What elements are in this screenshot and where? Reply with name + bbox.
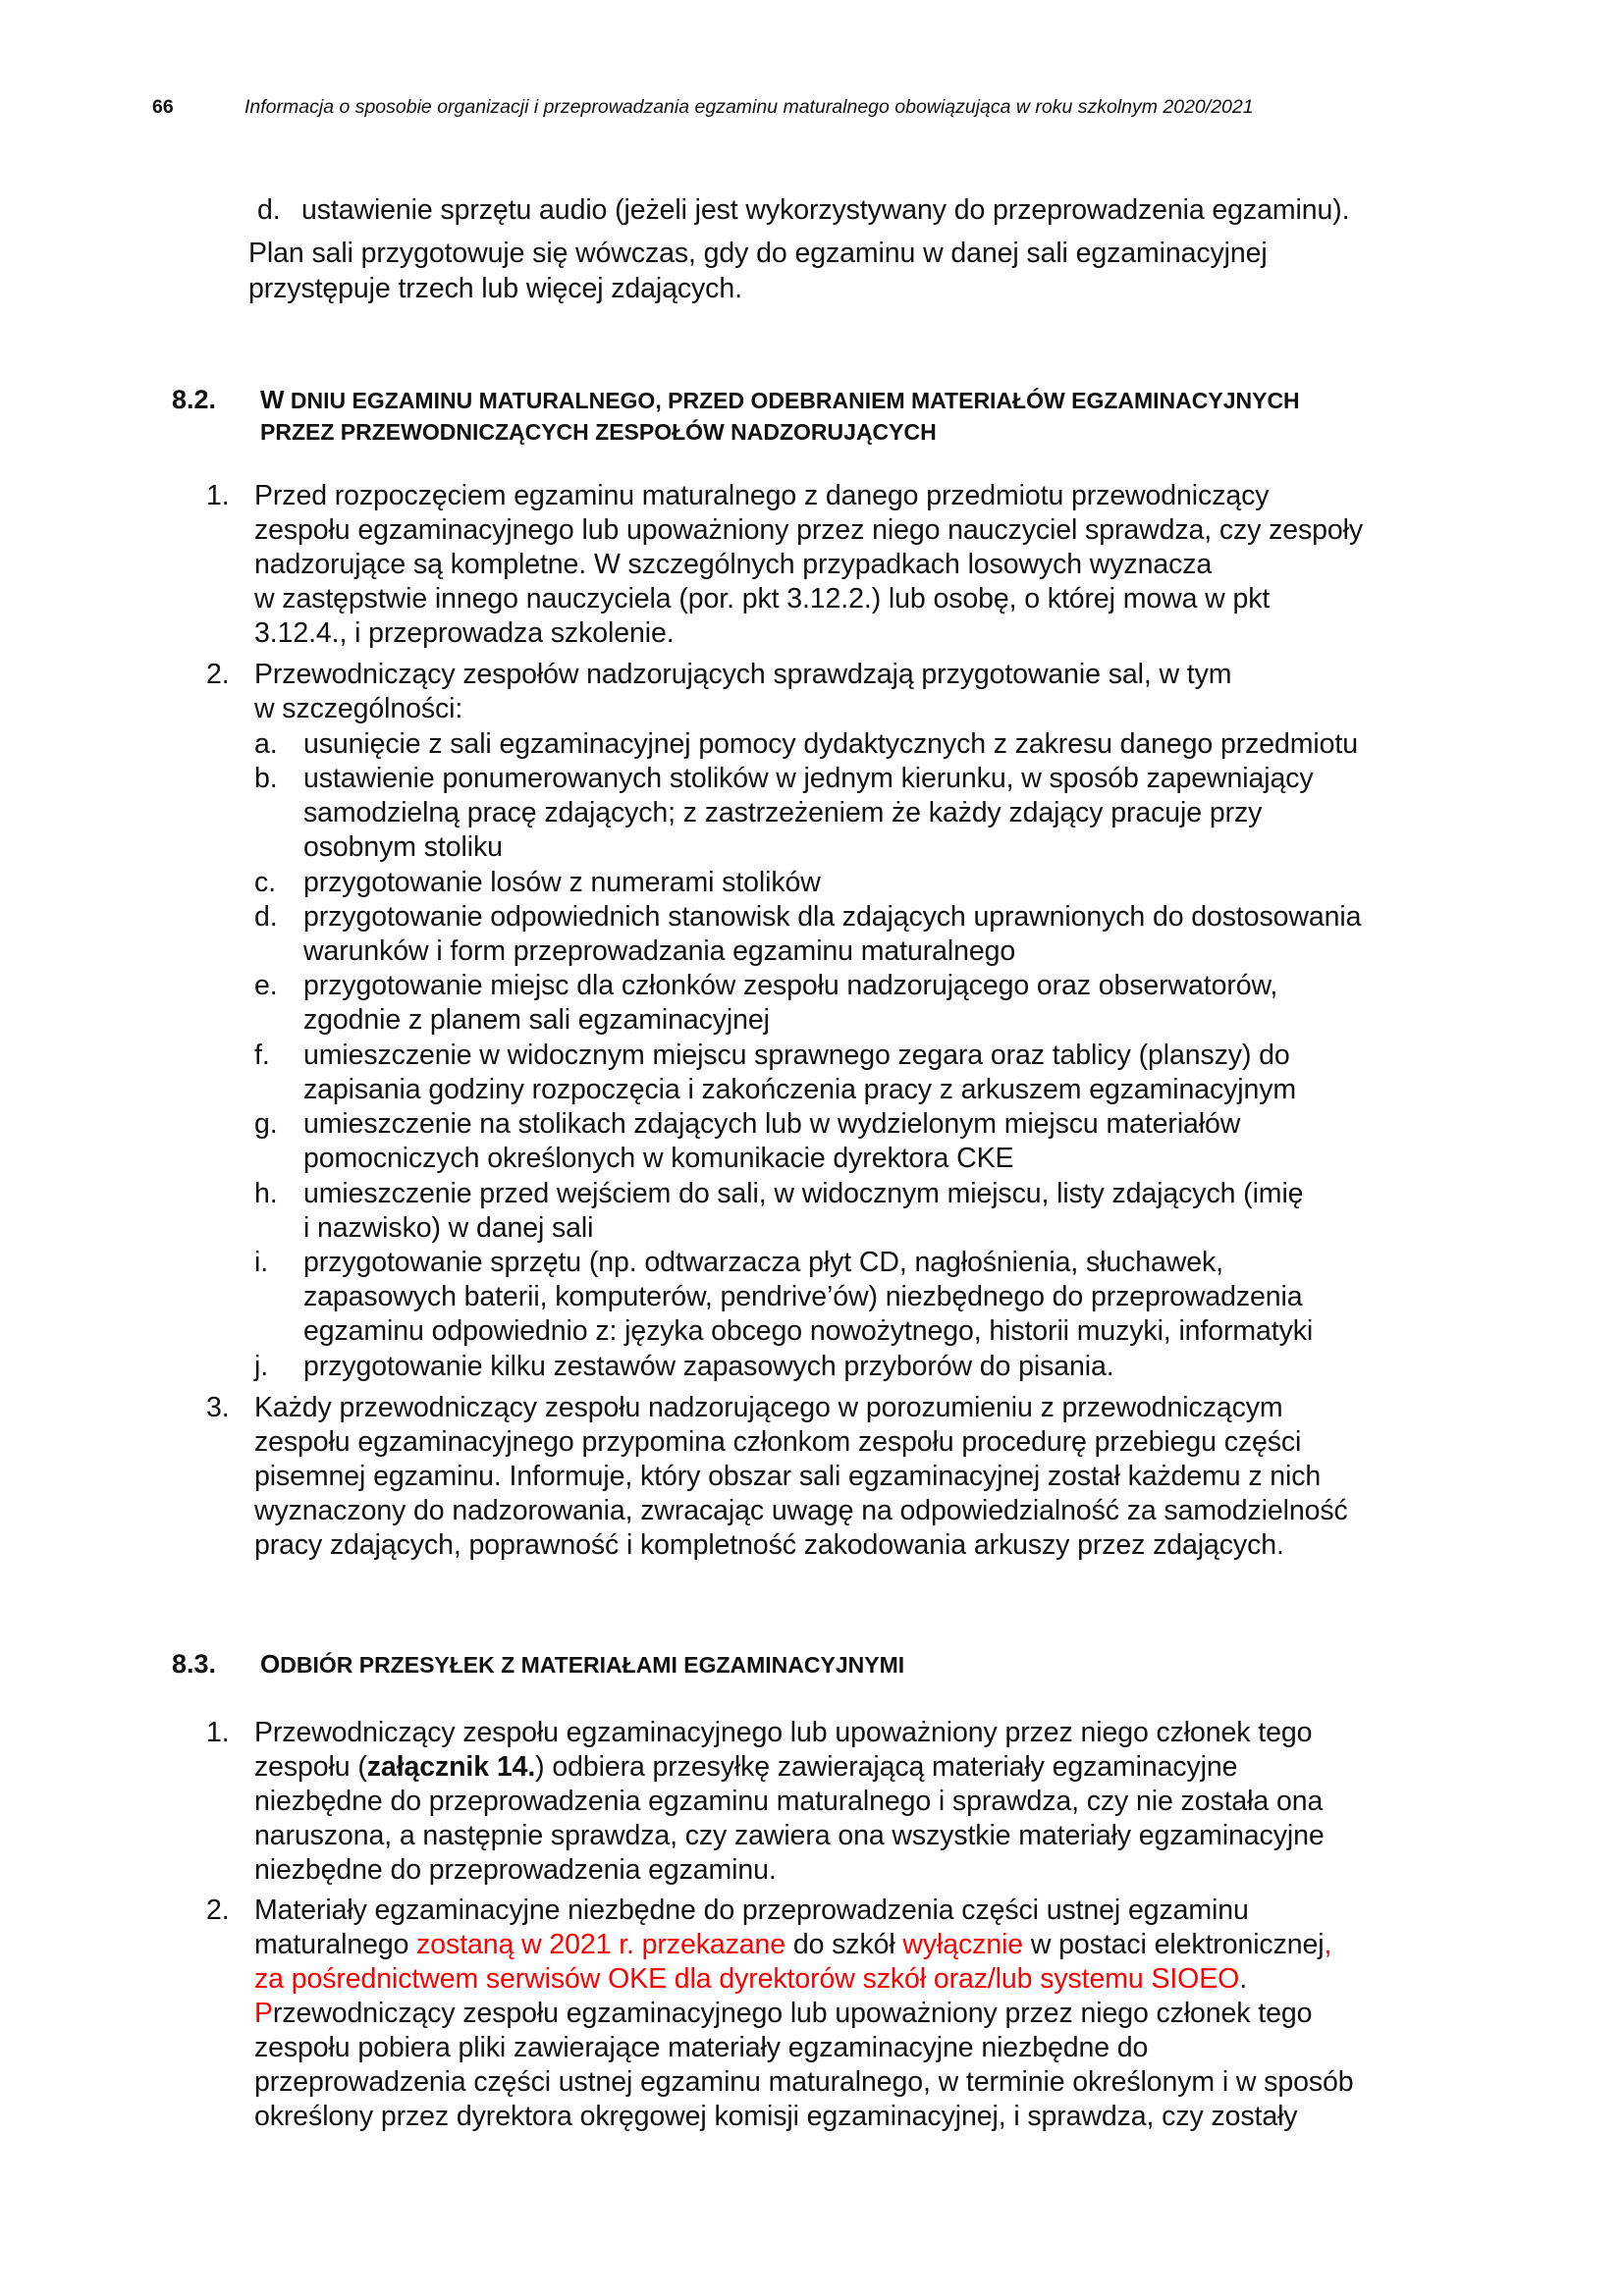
list-item-line: nadzorujące są kompletne. W szczególnych przypadkach losowych wyznacza <box>254 549 1213 580</box>
list-item-line: niezbędne do przeprowadzenia egzaminu. <box>254 1854 777 1886</box>
sublist-marker: b. <box>254 763 278 794</box>
list-item-line: pisemnej egzaminu. Informuje, który obszar sali egzaminacyjnej został każdemu z nich <box>254 1461 1322 1492</box>
sublist-marker: f. <box>254 1040 270 1071</box>
list-marker: 3. <box>206 1392 230 1423</box>
list-item-line: Przed rozpoczęciem egzaminu maturalnego z danego przedmiotu przewodniczący <box>254 480 1270 511</box>
sublist-marker: g. <box>254 1108 278 1140</box>
title-rest: DNIU EGZAMINU MATURALNEGO, PRZED ODEBRANIEM MATERIAŁÓW EGZAMINACYJNYCH <box>284 388 1300 413</box>
sublist-item-line: usunięcie z sali egzaminacyjnej pomocy dydaktycznych z zakresu danego przedmiotu <box>303 728 1358 760</box>
sublist-item-line: osobnym stoliku <box>303 831 503 863</box>
sublist-item-line: pomocniczych określonych w komunikacie dyrektora CKE <box>303 1143 1014 1174</box>
sublist-marker: c. <box>254 867 276 898</box>
sublist-item-line: przygotowanie odpowiednich stanowisk dla zdających uprawnionych do dostosowania <box>303 901 1362 933</box>
list-item-line: zespołu egzaminacyjnego przypomina członkom zespołu procedurę przebiegu części <box>254 1426 1302 1458</box>
highlighted-text: P <box>254 1998 273 2029</box>
list-item-line: Przewodniczący zespołu egzaminacyjnego lub upoważniony przez niego członek tego <box>254 1717 1313 1748</box>
list-item-line: zespołu egzaminacyjnego lub upoważniony przez niego nauczyciel sprawdza, czy zespoły <box>254 514 1364 546</box>
intro-plan-line-1: Plan sali przygotowuje się wówczas, gdy do egzaminu w danej sali egzaminacyjnej <box>248 238 1268 269</box>
list-item-line: Przewodniczący zespołów nadzorujących sprawdzają przygotowanie sal, w tym <box>254 659 1232 690</box>
text-run: rzewodniczący zespołu egzaminacyjnego lub upoważniony przez niego członek tego <box>272 1998 1313 2029</box>
sublist-item-line: przygotowanie losów z numerami stolików <box>303 867 821 898</box>
intro-plan-line-2: przystępuje trzech lub więcej zdających. <box>248 273 742 304</box>
list-item-line <box>254 1928 1331 1963</box>
sublist-item-line: przygotowanie sprzętu (np. odtwarzacza płyt CD, nagłośnienia, słuchawek, <box>303 1247 1223 1278</box>
text-run: maturalnego <box>254 1929 417 1960</box>
list-item-line: Każdy przewodniczący zespołu nadzorującego w porozumieniu z przewodniczącym <box>254 1392 1283 1423</box>
text-run: ) odbiera przesyłkę zawierającą materiały egzaminacyjne <box>535 1751 1238 1783</box>
sublist-item-line: i nazwisko) w danej sali <box>303 1212 594 1244</box>
page-number: 66 <box>152 96 174 118</box>
sublist-marker: h. <box>254 1178 278 1209</box>
highlighted-text: , <box>1324 1929 1332 1960</box>
list-marker: 1. <box>206 1717 230 1748</box>
list-item-line: niezbędne do przeprowadzenia egzaminu maturalnego i sprawdza, czy nie została ona <box>254 1786 1324 1817</box>
section-title-line-2: PRZEZ PRZEWODNICZĄCYCH ZESPOŁÓW NADZORUJĄCYCH <box>260 419 937 445</box>
highlighted-text: wyłącznie <box>902 1929 1024 1960</box>
text-run: do szkół <box>785 1929 903 1960</box>
title-initial: W <box>260 385 285 414</box>
text-run: . <box>1239 1963 1248 1995</box>
sublist-marker: i. <box>254 1247 269 1278</box>
sublist-item-line: umieszczenie w widocznym miejscu sprawnego zegara oraz tablicy (planszy) do <box>303 1040 1290 1071</box>
sublist-item-line: ustawienie ponumerowanych stolików w jednym kierunku, w sposób zapewniający <box>303 763 1314 794</box>
title-initial: O <box>260 1649 281 1679</box>
section-title <box>260 1649 904 1680</box>
text-run: w postaci elektronicznej <box>1023 1929 1325 1960</box>
list-item-line: wyznaczony do nadzorowania, zwracając uwagę na odpowiedzialność za samodzielność <box>254 1495 1348 1526</box>
list-item-line: zespołu pobiera pliki zawierające materiały egzaminacyjne niezbędne do <box>254 2032 1149 2063</box>
sublist-item-line: samodzielną pracę zdających; z zastrzeżeniem że każdy zdający pracuje przy <box>303 797 1263 828</box>
running-title: Informacja o sposobie organizacji i przeprowadzania egzaminu maturalnego obowiązująca w roku szkolnym 2020/2021 <box>244 96 1254 118</box>
list-item-line <box>254 1962 1247 1998</box>
title-rest: DBIÓR PRZESYŁEK Z MATERIAŁAMI EGZAMINACYJNYMI <box>280 1652 905 1678</box>
section-number: 8.3. <box>172 1649 217 1679</box>
sublist-item-line: umieszczenie przed wejściem do sali, w widocznym miejscu, listy zdających (imię <box>303 1178 1304 1209</box>
intro-item-d-text: ustawienie sprzętu audio (jeżeli jest wykorzystywany do przeprowadzenia egzaminu). <box>301 194 1350 226</box>
list-marker: 1. <box>206 480 230 511</box>
sublist-marker: d. <box>254 901 278 933</box>
highlighted-text: zostaną w 2021 r. przekazane <box>416 1929 786 1960</box>
sublist-item-line: umieszczenie na stolikach zdających lub w wydzielonym miejscu materiałów <box>303 1108 1241 1140</box>
list-item-line: Materiały egzaminacyjne niezbędne do przeprowadzenia części ustnej egzaminu <box>254 1895 1249 1926</box>
list-item-line <box>254 1997 1312 2032</box>
list-item-line: naruszona, a następnie sprawdza, czy zawiera ona wszystkie materiały egzaminacyjne <box>254 1820 1325 1851</box>
sublist-item-line: zapasowych baterii, komputerów, pendrive’ów) niezbędnego do przeprowadzenia <box>303 1281 1303 1312</box>
page-header <box>152 96 1477 119</box>
sublist-marker: j. <box>254 1351 269 1382</box>
sublist-item-line: zapisania godziny rozpoczęcia i zakończenia pracy z arkuszem egzaminacyjnym <box>303 1074 1297 1105</box>
list-item-line: 3.12.4., i przeprowadza szkolenie. <box>254 617 675 649</box>
sublist-item-line: egzaminu odpowiednio z: języka obcego nowożytnego, historii muzyki, informatyki <box>303 1315 1314 1347</box>
list-marker: 2. <box>206 1895 230 1926</box>
sublist-item-line: przygotowanie miejsc dla członków zespołu nadzorującego oraz obserwatorów, <box>303 970 1278 1001</box>
text-run: zespołu ( <box>254 1751 367 1783</box>
intro-item-d-marker: d. <box>257 194 281 226</box>
list-item-line: przeprowadzenia części ustnej egzaminu maturalnego, w terminie określonym i w sposób <box>254 2066 1354 2098</box>
list-item-line: określony przez dyrektora okręgowej komisji egzaminacyjnej, i sprawdza, czy zostały <box>254 2101 1298 2132</box>
list-item-line: w szczególności: <box>254 693 463 724</box>
list-item-line: w zastępstwie innego nauczyciela (por. pkt 3.12.2.) lub osobę, o której mowa w pkt <box>254 583 1271 614</box>
list-item-line: pracy zdających, poprawność i kompletność zakodowania arkuszy przez zdających. <box>254 1529 1284 1561</box>
sublist-item-line: przygotowanie kilku zestawów zapasowych przyborów do pisania. <box>303 1351 1114 1382</box>
section-title-line-1 <box>260 385 1300 415</box>
sublist-marker: a. <box>254 728 278 760</box>
sublist-item-line: warunków i form przeprowadzania egzaminu maturalnego <box>303 935 1016 967</box>
list-marker: 2. <box>206 659 230 690</box>
attachment-reference: załącznik 14. <box>366 1751 536 1783</box>
sublist-marker: e. <box>254 970 278 1001</box>
section-number: 8.2. <box>172 385 217 414</box>
highlighted-text: za pośrednictwem serwisów OKE dla dyrektorów szkół oraz/lub systemu SIOEO <box>254 1963 1240 1995</box>
list-item-line <box>254 1750 1237 1786</box>
sublist-item-line: zgodnie z planem sali egzaminacyjnej <box>303 1004 770 1036</box>
